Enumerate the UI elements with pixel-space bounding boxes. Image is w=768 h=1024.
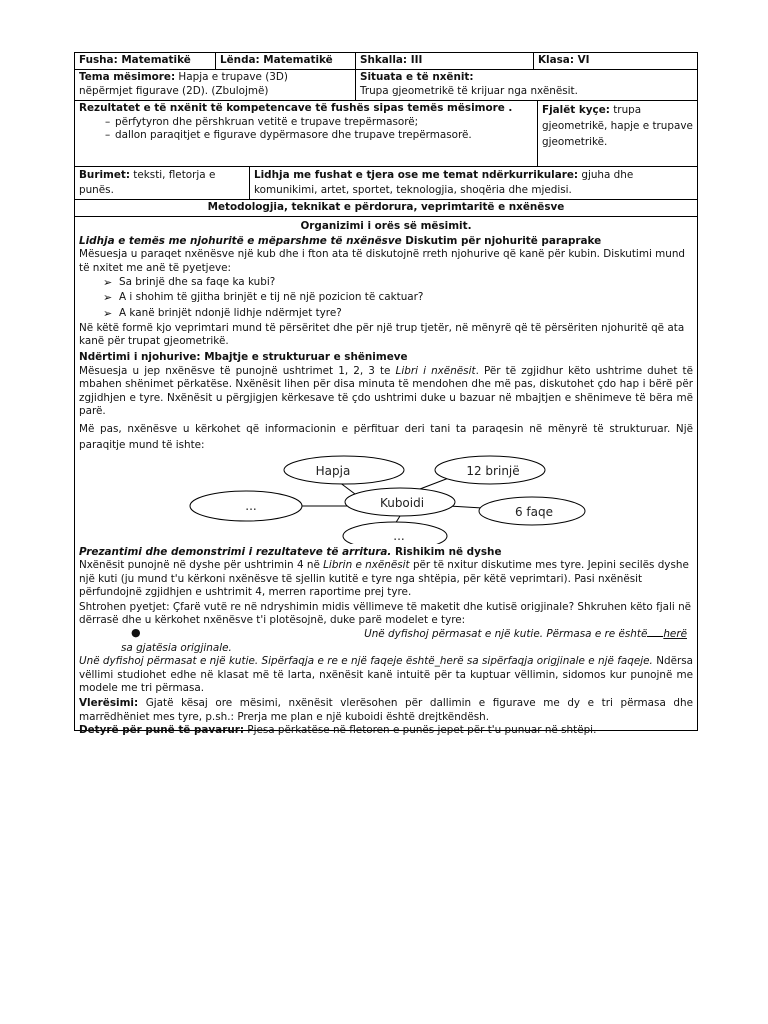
tema-line2: nëpërmjet figurave (2D). (Zbulojmë) bbox=[79, 84, 269, 97]
rezultatet-row bbox=[75, 101, 697, 167]
node-left-label: ... bbox=[245, 498, 257, 513]
field-fusha: Fusha: Matematikë bbox=[79, 54, 191, 66]
section2-title: Ndërtimi i njohurive: Mbajtje e strukturuar e shënimeve bbox=[79, 350, 408, 363]
section1-outro: Në këtë formë kjo veprimtari mund të përsëritet dhe për një trup tjetër, në mënyrë që të përsëriten njohuritë që ata kanë për trupat gjeometrikë. bbox=[79, 321, 685, 348]
question-item: ➢ A kanë brinjët ndonjë lidhje ndërmjet tyre? bbox=[103, 306, 342, 320]
section3-paragraph2: Shtrohen pyetjet: Çfarë vutë re në ndryshimin midis vëllimeve të maketit dhe kutisë origjinale? Shkruhen këto fjali në dërrasë dhe u kërkohet nxënësve t'i plotësojnë, duke parë modelet e tyre: bbox=[79, 600, 692, 627]
rezultatet-item: – përfytyron dhe përshkruan vetitë e trupave trepërmasorë; bbox=[105, 115, 419, 128]
section1-title: Lidhja e temës me njohuritë e mëparshme të nxënësve Diskutim për njohuritë paraprake bbox=[79, 234, 602, 247]
burimet-text: teksti, fletorja e punës. bbox=[79, 169, 216, 197]
rezultatet-label: Rezultatet e të nxënit të kompetencave të fushës sipas temës mësimore . bbox=[79, 102, 513, 114]
node-hapja-label: Hapja bbox=[315, 463, 351, 478]
burimet-row bbox=[75, 167, 697, 200]
lidhja-label: Lidhja me fushat e tjera ose me temat ndërkurrikulare: bbox=[254, 169, 579, 181]
rezultatet-cell bbox=[75, 101, 537, 166]
section3-paragraph1: Nxënësit punojnë në dyshe për ushtrimin 4 në Librin e nxënësit për të nxitur diskutime mes tyre. Jepini secilës dyshe një kuti (ju mund t'u kërkoni nxënësve të sjellin kutitë e tyre nga shtëpia, për këtë veprimtari). Pasi nxënësit përfundojnë zgjidhjen e ushtrimit 4, merren raportime prej tyre. bbox=[79, 559, 689, 599]
fjalet-cell bbox=[537, 101, 697, 166]
situata-text: Trupa gjeometrikë të krijuar nga nxënësit. bbox=[360, 84, 578, 97]
fjalet-text: trupa gjeometrikë, hapje e trupave gjeometrikë. bbox=[542, 104, 693, 149]
field-klasa: Klasa: VI bbox=[538, 54, 590, 66]
lidhja-cell bbox=[249, 167, 697, 199]
metodologjia-row bbox=[75, 200, 697, 217]
node-bottom-label: ... bbox=[393, 528, 405, 543]
header-row bbox=[75, 53, 697, 70]
situata-cell bbox=[355, 70, 697, 100]
tema-cell bbox=[75, 70, 355, 100]
section3-title: Prezantimi dhe demonstrimi i rezultateve të arritura. Rishikim në dyshe bbox=[79, 545, 502, 558]
section3-bullet-cont: sa gjatësia origjinale. bbox=[121, 641, 232, 654]
situata-label: Situata e të nxënit: bbox=[360, 71, 474, 83]
section1-intro: Mësuesja u paraqet nxënësve një kub dhe i fton ata të diskutojnë rreth njohurive që kanë për kubin. Diskutimi mund të nxitet me anë të pyetjeve: bbox=[79, 248, 686, 274]
question-item: ➢ A i shohim të gjitha brinjët e tij në një pozicion të caktuar? bbox=[103, 291, 424, 305]
detyre: Detyrë për punë të pavarur: Pjesa përkatëse në fletoren e punës jepet për t'u punuar në shtëpi. bbox=[79, 724, 597, 737]
field-shkalla: Shkalla: III bbox=[360, 54, 423, 66]
node-kuboidi-label: Kuboidi bbox=[379, 495, 425, 510]
fjalet-label: Fjalët kyçe: bbox=[542, 104, 610, 116]
node-faqe-label: 6 faqe bbox=[514, 504, 554, 519]
lesson-body bbox=[75, 219, 697, 737]
tema-line1: Hapja e trupave (3D) bbox=[175, 71, 288, 83]
tema-label: Tema mësimore: bbox=[79, 71, 176, 83]
section3-bullet: ● Unë dyfishoj përmasat e një kutie. Përmasa e re është herë bbox=[131, 625, 687, 640]
vleresimi: Vlerësimi: Gjatë kësaj ore mësimi, nxënësit vlerësohen për dallimin e figurave me dy e tri përmasa dhe marrëdhëniet mes tyre, p.sh.: Prerja me plan e një kuboidi është drejtkëndësh. bbox=[79, 697, 693, 723]
lesson-plan-table bbox=[74, 52, 698, 737]
burimet-cell bbox=[75, 167, 249, 199]
question-item: ➢ Sa brinjë dhe sa faqe ka kubi? bbox=[103, 276, 276, 290]
tema-row bbox=[75, 70, 697, 101]
lidhja-text: gjuha dhe komunikimi, artet, sportet, teknologjia, shoqëria dhe mjedisi. bbox=[254, 169, 634, 197]
metodologjia-heading: Metodologjia, teknikat e përdorura, veprimtaritë e nxënësve bbox=[207, 201, 565, 213]
concept-map bbox=[79, 454, 693, 544]
organizimi-heading: Organizimi i orës së mësimit. bbox=[300, 220, 472, 232]
section2-paragraph2: Më pas, nxënësve u kërkohet që informacionin e përfituar deri tani ta paraqesin në mënyrë të strukturuar. Një paraqitje mund të ishte: bbox=[79, 422, 693, 452]
section2-paragraph1: Mësuesja u jep nxënësve të punojnë ushtrimet 1, 2, 3 te Libri i nxënësit. Për të zgjidhur këto ushtrime duhet të mbahen shënimet përkatëse. Nxënësit lihen për disa minuta të mendohen dhe më pas, diskutohet çdo hap i bërë për zgjidhjen e tyre. Nxënësit u përgjigjen kërkesave të çdo ushtrimi duke u bazuar në mbajtjen e shënimeve të bëra më parë. bbox=[79, 364, 693, 418]
burimet-label: Burimet: bbox=[79, 169, 130, 181]
rezultatet-item: – dallon paraqitjet e figurave dypërmasore dhe trupave trepërmasorë. bbox=[105, 129, 472, 142]
node-brinje-label: 12 brinjë bbox=[466, 463, 520, 478]
section3-paragraph3: Unë dyfishoj përmasat e një kutie. Sipërfaqja e re e një faqeje është_herë sa sipërfaqja origjinale e një faqeje. Ndërsa vëllimi studiohet edhe në klasat më të larta, nxënësit kanë intuitë për ta kuptuar vëllimin, sidomos kur punojnë me modele me tri përmasa. bbox=[79, 655, 694, 695]
field-lenda: Lënda: Matematikë bbox=[220, 54, 333, 66]
